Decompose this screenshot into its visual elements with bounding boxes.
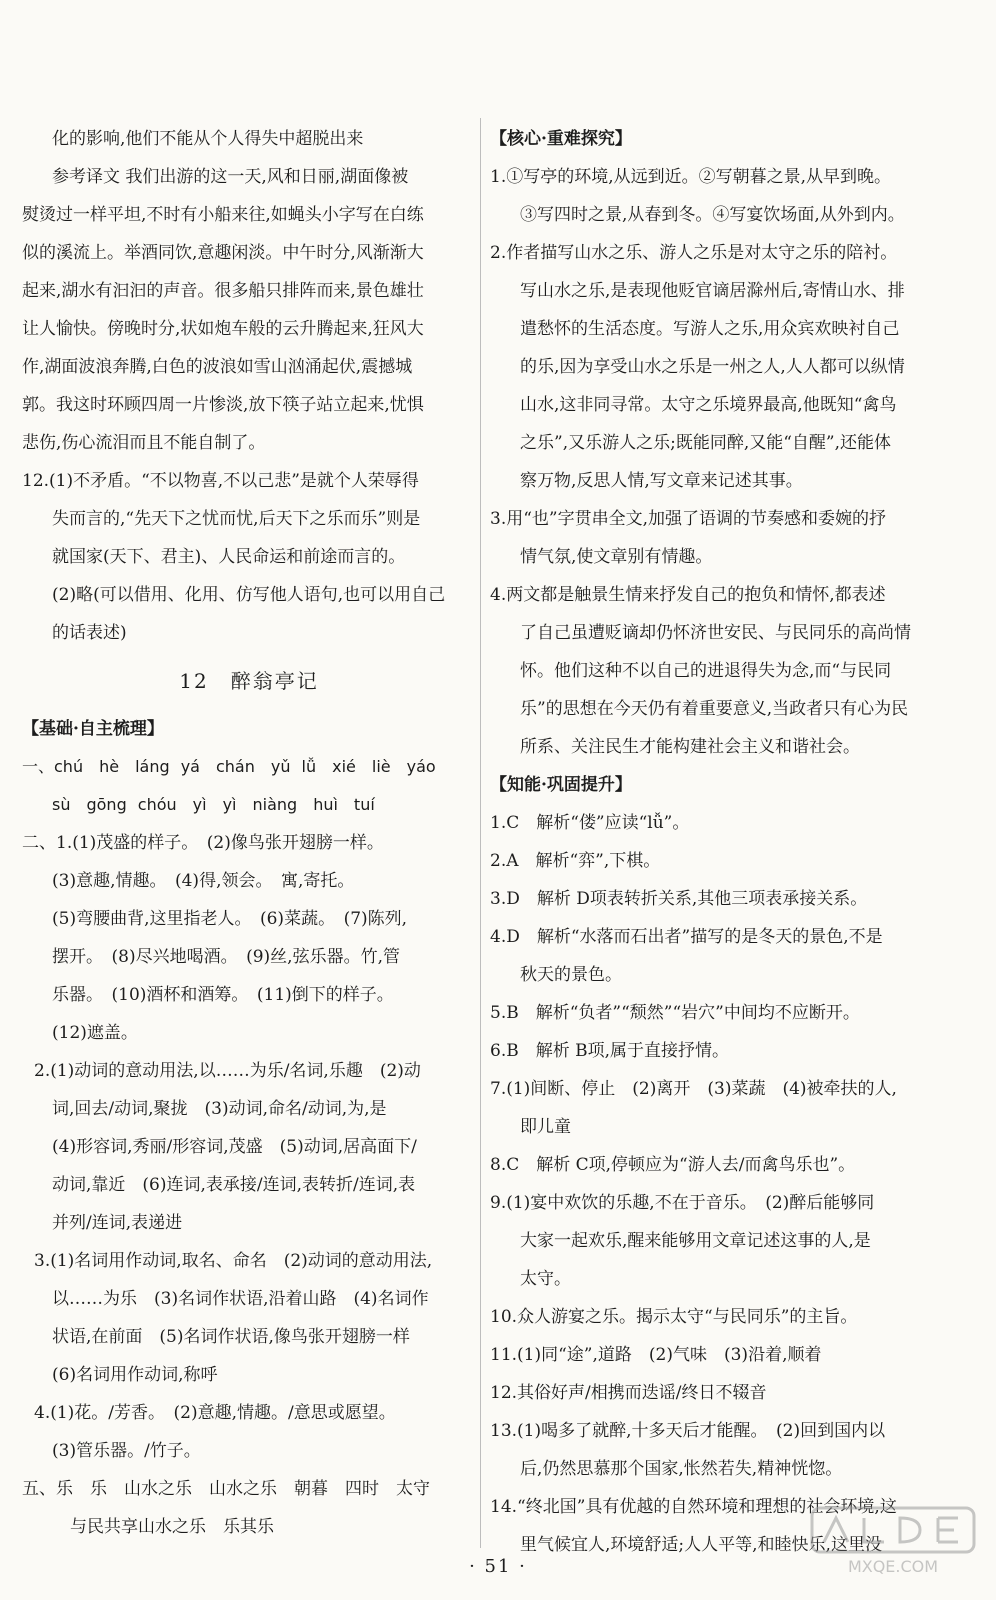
text-line: 4.D 解析“水落而石出者”描写的是冬天的景色,不是 xyxy=(490,927,883,947)
text-line: 大家一起欢乐,醒来能够用文章记述这事的人,是 xyxy=(520,1231,871,1251)
text-line: 作,湖面波浪奔腾,白色的波浪如雪山汹涌起伏,震撼城 xyxy=(22,357,413,377)
text-line: 就国家(天下、君主)、人民命运和前途而言的。 xyxy=(52,547,406,567)
text-line: 郭。我这时环顾四周一片惨淡,放下筷子站立起来,忧惧 xyxy=(22,395,424,415)
section-heading: 【基础·自主梳理】 xyxy=(22,719,164,739)
text-line: 14.“终北国”具有优越的自然环境和理想的社会环境,这 xyxy=(490,1497,897,1517)
text-line: 9.(1)宴中欢饮的乐趣,不在于音乐。 (2)醉后能够同 xyxy=(490,1193,875,1213)
text-line: (2)略(可以借用、化用、仿写他人语句,也可以用自己 xyxy=(52,585,446,605)
section-heading: 【知能·巩固提升】 xyxy=(490,775,632,795)
text-line: 失而言的,“先天下之忧而忧,后天下之乐而乐”则是 xyxy=(52,509,421,529)
text-line: 乐”的思想在今天仍有着重要意义,当政者只有心为民 xyxy=(520,699,909,719)
text-line: 7.(1)间断、停止 (2)离开 (3)菜蔬 (4)被牵扶的人, xyxy=(490,1079,897,1099)
text-line: 词,回去/动词,聚拢 (3)动词,命名/动词,为,是 xyxy=(52,1099,387,1119)
left-column xyxy=(22,120,476,1546)
text-line: 1.C 解析“偻”应读“lǚ”。 xyxy=(490,813,690,833)
text-line: 的乐,因为享受山水之乐是一州之人,人人都可以纵情 xyxy=(520,357,905,377)
text-line: 悲伤,伤心流泪而且不能自制了。 xyxy=(22,433,266,453)
text-line: 让人愉快。傍晚时分,状如炮车般的云升腾起来,狂风大 xyxy=(22,319,424,339)
text-line: (3)管乐器。/竹子。 xyxy=(52,1441,201,1461)
text-line: 化的影响,他们不能从个人得失中超脱出来 xyxy=(52,129,364,149)
text-line: (3)意趣,情趣。 (4)得,领会。 寓,寄托。 xyxy=(52,871,355,891)
text-line: 乐器。 (10)酒杯和酒筹。 (11)倒下的样子。 xyxy=(52,985,394,1005)
text-line: 4.(1)花。/芳香。 (2)意趣,情趣。/意思或愿望。 xyxy=(34,1403,396,1423)
text-line: 遣愁怀的生活态度。写游人之乐,用众宾欢映衬自己 xyxy=(520,319,900,339)
text-line: 情气氛,使文章别有情趣。 xyxy=(520,547,713,567)
text-line: 12.其俗好声/相携而迭谣/终日不辍音 xyxy=(490,1383,767,1403)
text-line: 起来,湖水有汩汩的声音。很多船只排阵而来,景色雄壮 xyxy=(22,281,424,301)
text-line: 2.作者描写山水之乐、游人之乐是对太守之乐的陪衬。 xyxy=(490,243,898,263)
text-line: 怀。他们这种不以自己的进退得失为念,而“与民同 xyxy=(520,661,892,681)
text-line: 与民共享山水之乐 乐其乐 xyxy=(70,1517,274,1537)
text-line: 熨烫过一样平坦,不时有小船来往,如蝇头小字写在白练 xyxy=(22,205,424,225)
section-heading: 【核心·重难探究】 xyxy=(490,129,632,149)
text-line: 以……为乐 (3)名词作状语,沿着山路 (4)名词作 xyxy=(52,1289,429,1309)
column-divider xyxy=(480,118,481,1548)
text-line: 后,仍然思慕那个国家,怅然若失,精神恍惚。 xyxy=(520,1459,843,1479)
text-line: 所系、关注民生才能构建社会主义和谐社会。 xyxy=(520,737,860,757)
text-line: 12.(1)不矛盾。“不以物喜,不以己悲”是就个人荣辱得 xyxy=(22,471,419,491)
text-line: 3.D 解析 D项表转折关系,其他三项表承接关系。 xyxy=(490,889,868,909)
text-line: 秋天的景色。 xyxy=(520,965,622,985)
section-title: 12 醉翁亭记 xyxy=(179,669,319,693)
text-line: 山水,这非同寻常。太守之乐境界最高,他既知“禽鸟 xyxy=(520,395,897,415)
text-line: 8.C 解析 C项,停顿应为“游人去/而禽鸟乐也”。 xyxy=(490,1155,856,1175)
text-line: 2.(1)动词的意动用法,以……为乐/名词,乐趣 (2)动 xyxy=(34,1061,421,1081)
text-line: 的话表述) xyxy=(52,623,127,643)
text-line: 状语,在前面 (5)名词作状语,像鸟张开翅膀一样 xyxy=(52,1327,410,1347)
text-line: 13.(1)喝多了就醉,十多天后才能醒。 (2)回到国内以 xyxy=(490,1421,886,1441)
text-line: 3.用“也”字贯串全文,加强了语调的节奏感和委婉的抒 xyxy=(490,509,887,529)
text-line: 似的溪流上。举酒同饮,意趣闲淡。中午时分,风渐渐大 xyxy=(22,243,424,263)
logo-text: MXQE.COM xyxy=(847,1557,939,1576)
text-line: 参考译文 我们出游的这一天,风和日丽,湖面像被 xyxy=(52,167,409,187)
text-line: ③写四时之景,从春到冬。④写宴饮场面,从外到内。 xyxy=(520,205,905,225)
text-line: (6)名词用作动词,称呼 xyxy=(52,1365,218,1385)
text-line: 太守。 xyxy=(520,1269,571,1289)
logo-icon xyxy=(808,1504,978,1578)
text-line: 摆开。 (8)尽兴地喝酒。 (9)丝,弦乐器。竹,管 xyxy=(52,947,400,967)
site-logo xyxy=(808,1504,978,1578)
text-line: 11.(1)同“途”,道路 (2)气味 (3)沿着,顺着 xyxy=(490,1345,822,1365)
text-line: 并列/连词,表递进 xyxy=(52,1213,183,1233)
text-line: 10.众人游宴之乐。揭示太守“与民同乐”的主旨。 xyxy=(490,1307,858,1327)
right-column xyxy=(490,120,944,1564)
text-line: 1.①写亭的环境,从远到近。②写朝暮之景,从早到晚。 xyxy=(490,167,892,187)
text-line: 写山水之乐,是表现他贬官谪居滁州后,寄情山水、排 xyxy=(520,281,905,301)
text-line: 动词,靠近 (6)连词,表承接/连词,表转折/连词,表 xyxy=(52,1175,416,1195)
text-line: (12)遮盖。 xyxy=(52,1023,138,1043)
text-line: 里气候宜人,环境舒适;人人平等,和睦快乐,这里没 xyxy=(520,1535,882,1555)
text-line: 3.(1)名词用作动词,取名、命名 (2)动词的意动用法, xyxy=(34,1251,433,1271)
text-line: 4.两文都是触景生情来抒发自己的抱负和情怀,都表述 xyxy=(490,585,886,605)
page-number: · 51 · xyxy=(469,1556,527,1577)
text-line: 了自己虽遭贬谪却仍怀济世安民、与民同乐的高尚情 xyxy=(520,623,911,643)
text-line: 之乐”,又乐游人之乐;既能同醉,又能“自醒”,还能体 xyxy=(520,433,892,453)
text-line: 即儿童 xyxy=(520,1117,571,1137)
text-line: 6.B 解析 B项,属于直接抒情。 xyxy=(490,1041,730,1061)
text-line: (5)弯腰曲背,这里指老人。 (6)菜蔬。 (7)陈列, xyxy=(52,909,408,929)
text-line: 一、chú hè láng yá chán yǔ lǚ xié liè yáo xyxy=(22,757,436,776)
text-line: sù gōng chóu yì yì niàng huì tuí xyxy=(52,795,375,814)
text-line: 5.B 解析“负者”“颓然”“岩穴”中间均不应断开。 xyxy=(490,1003,860,1023)
text-line: 2.A 解析“弈”,下棋。 xyxy=(490,851,661,871)
text-line: 五、乐 乐 山水之乐 山水之乐 朝暮 四时 太守 xyxy=(22,1479,430,1499)
text-line: 二、1.(1)茂盛的样子。 (2)像鸟张开翅膀一样。 xyxy=(22,833,384,853)
text-line: (4)形容词,秀丽/形容词,茂盛 (5)动词,居高面下/ xyxy=(52,1137,417,1157)
text-line: 察万物,反思人情,写文章来记述其事。 xyxy=(520,471,803,491)
